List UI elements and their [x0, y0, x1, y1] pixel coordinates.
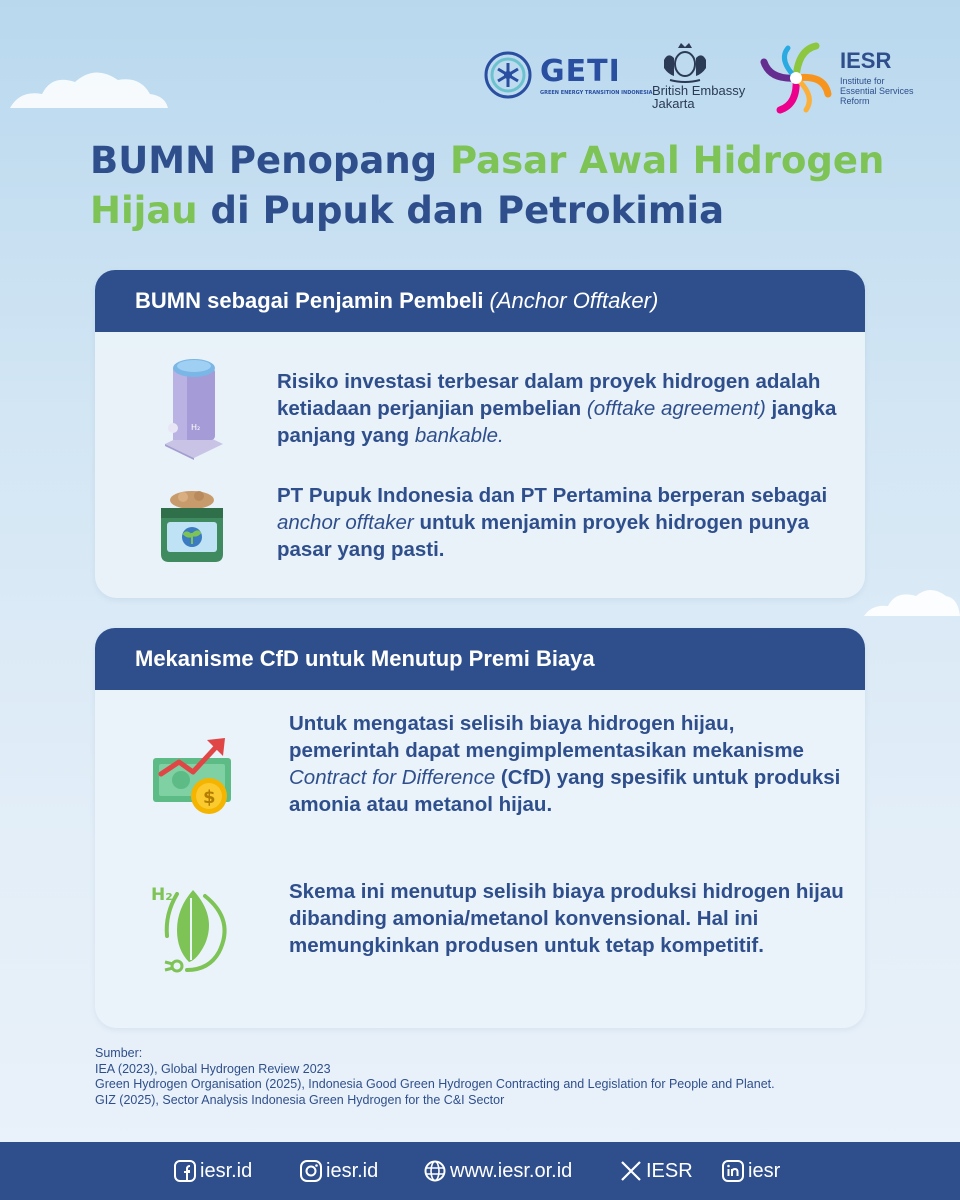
royal-crest-icon — [658, 40, 712, 84]
cloud-decoration — [0, 60, 170, 110]
cost-gap-scheme-text: Skema ini menutup selisih biaya produksi hidrogen hijau dibanding amonia/metanol konvensional. Hal ini memungkinkan produsen untuk tetap kompetitif. — [289, 880, 844, 957]
x-link[interactable]: IESR — [620, 1158, 693, 1184]
geti-logo — [482, 42, 653, 112]
facebook-link[interactable]: iesr.id — [174, 1158, 252, 1184]
british-embassy-text: British Embassy Jakarta — [652, 83, 746, 111]
h2-label: H₂ — [191, 423, 201, 432]
linkedin-icon — [722, 1160, 744, 1182]
sources-list — [95, 1046, 865, 1108]
green-hydrogen-leaf-icon — [147, 880, 239, 976]
list-item — [95, 482, 865, 572]
h2-label: H₂ — [151, 885, 173, 905]
website-link[interactable]: www.iesr.or.id — [424, 1158, 572, 1184]
source-item: GIZ (2025), Sector Analysis Indonesia Green Hydrogen for the C&I Sector — [95, 1092, 505, 1107]
cloud-decoration — [862, 582, 960, 618]
instagram-icon — [300, 1160, 322, 1182]
linkedin-link[interactable]: iesr — [722, 1158, 780, 1184]
iesr-full-name: Institute for Essential Services Reform — [840, 76, 914, 106]
card-header: BUMN sebagai Penjamin Pembeli (Anchor Offtaker) — [95, 270, 865, 332]
globe-icon — [424, 1160, 446, 1182]
x-icon — [620, 1160, 642, 1182]
cfd-description-text: Untuk mengatasi selisih biaya hidrogen hijau, pemerintah dapat mengimplementasikan mekanisme Contract for Difference (CfD) yang spesifik untuk produksi amonia atau metanol hijau. — [289, 712, 841, 816]
list-item — [95, 878, 865, 998]
geti-name: GETI — [540, 54, 621, 89]
source-item: IEA (2023), Global Hydrogen Review 2023 — [95, 1061, 331, 1076]
card-header: Mekanisme CfD untuk Menutup Premi Biaya — [95, 628, 865, 690]
hydrogen-tank-icon — [159, 356, 229, 460]
pupuk-pertamina-text: PT Pupuk Indonesia dan PT Pertamina berperan sebagai anchor offtaker untuk menjamin proyek hidrogen punya pasar yang pasti. — [277, 484, 828, 561]
cfd-mechanism-card — [95, 628, 865, 1028]
iesr-name: IESR — [840, 48, 892, 73]
anchor-offtaker-card — [95, 270, 865, 598]
iesr-logo — [758, 40, 918, 120]
fertilizer-sack-icon — [157, 488, 227, 564]
money-growth-icon — [151, 734, 235, 818]
british-embassy-logo — [650, 40, 750, 120]
list-item — [95, 350, 865, 460]
svg-text:$: $ — [203, 787, 216, 808]
geti-emblem-icon — [482, 42, 534, 108]
geti-tagline: GREEN ENERGY TRANSITION INDONESIA — [540, 90, 653, 96]
sources-label: Sumber: — [95, 1046, 143, 1060]
instagram-link[interactable]: iesr.id — [300, 1158, 378, 1184]
facebook-icon — [174, 1160, 196, 1182]
partner-logos — [482, 40, 912, 120]
source-item: Green Hydrogen Organisation (2025), Indonesia Good Green Hydrogen Contracting and Legislation for People and Planet. — [95, 1077, 775, 1091]
iesr-emblem-icon — [758, 40, 834, 116]
offtake-risk-text: Risiko investasi terbesar dalam proyek hidrogen adalah ketiadaan perjanjian pembelian (offtake agreement) jangka panjang yang bankable. — [277, 370, 837, 447]
social-footer — [0, 1142, 960, 1200]
list-item — [95, 710, 865, 860]
page-title: BUMN Penopang Pasar Awal Hidrogen Hijau di Pupuk dan Petrokimia — [90, 139, 885, 232]
